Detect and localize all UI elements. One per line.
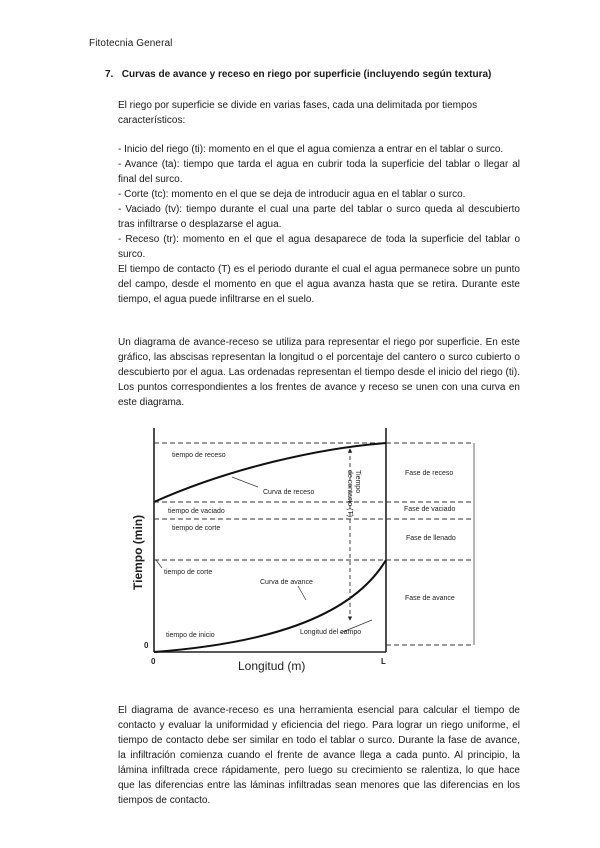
label-longitud-campo: Longitud del campo	[300, 629, 362, 636]
closing-paragraph	[118, 703, 520, 808]
leader-corte	[156, 560, 162, 568]
section-title: Curvas de avance y receso en riego por superficie (incluyendo según textura)	[121, 69, 492, 80]
phase-label-receso: Fase de receso	[405, 470, 454, 477]
label-curva-avance: Curva de avance	[260, 579, 313, 586]
diagram-paragraph-text: Un diagrama de avance-receso se utiliza para representar el riego por superficie. En este gráfico, las abscisas representan la longitud o el porcentaje del cantero o surco cubierto o descubierto por el agua. Las ordenadas representan el tiempo desde el inicio del riego (ti). Los puntos correspondientes a los frentes de avance y receso se unen con una curva en este diagrama.	[118, 337, 520, 408]
label-tiempo-receso: tiempo de receso	[172, 452, 226, 459]
origin-y-label: 0	[144, 641, 149, 650]
y-axis-label: Tiempo (min)	[131, 514, 145, 590]
label-contact-time-2: de contacto (T)	[346, 470, 353, 518]
label-curva-receso: Curva de receso	[263, 489, 315, 496]
phase-corte: - Corte (tc): momento en el que se deja de introducir agua en el tablar o surco.	[118, 189, 466, 200]
label-tiempo-corte-1: tiempo de corte	[172, 525, 221, 532]
label-tiempo-inicio: tiempo de inicio	[166, 632, 215, 639]
contact-time-definition: El tiempo de contacto (T) es el periodo durante el cual el agua permanece sobre un punto del campo, desde el momento en que el agua avanza hasta que se retira. Durante este tiempo, el agua puede infiltrarse en el suelo.	[118, 264, 520, 305]
leader-avance-curve	[298, 586, 306, 600]
phase-inicio: - Inicio del riego (ti): momento en el que el agua comienza a entrar en el tablar o surco.	[118, 144, 504, 155]
label-tiempo-corte-2: tiempo de corte	[164, 569, 213, 576]
intro-text: El riego por superficie se divide en varias fases, cada una delimitada por tiempos característicos:	[118, 100, 478, 126]
origin-x-label: 0	[151, 657, 156, 666]
phase-receso: - Receso (tr): momento en el que el agua desaparece de toda la superficie del tablar o surco.	[118, 234, 520, 260]
phase-avance: - Avance (ta): tiempo que tarda el agua en cubrir toda la superficie del tablar o llegar al final del surco.	[118, 159, 520, 185]
phase-vaciado: - Vaciado (tv): tiempo durante el cual una parte del tablar o surco queda al descubierto tras infiltrarse o desplazarse el agua.	[118, 204, 520, 230]
label-contact-time-1: Tiempo	[354, 470, 361, 494]
closing-text: El diagrama de avance-receso es una herramienta esencial para calcular el tiempo de contacto y evaluar la uniformidad y eficiencia del riego. Para lograr un riego uniforme, el tiempo de contacto debe ser similar en todo el tablar o surco. Durante la fase de avance, la infiltración comienza cuando el frente de avance llega a cada punto. Al principio, la lámina infiltrada crece rápidamente, pero luego su crecimiento se ralentiza, lo que hace que las diferencias entre las láminas infiltradas sean menores que las diferencias en los tiempos de contacto.	[118, 705, 520, 806]
phase-label-vaciado: Fase de vaciado	[404, 506, 456, 513]
section-number: 7.	[105, 69, 114, 80]
phase-label-avance: Fase de avance	[405, 595, 455, 602]
x-axis-label: Longitud (m)	[238, 659, 306, 673]
x-end-label: L	[381, 657, 386, 666]
label-tiempo-vaciado: tiempo de vaciado	[168, 508, 225, 515]
phase-label-llenado: Fase de llenado	[406, 535, 456, 542]
page-header: Fitotecnia General	[89, 38, 173, 49]
leader-receso-curve	[232, 477, 258, 487]
